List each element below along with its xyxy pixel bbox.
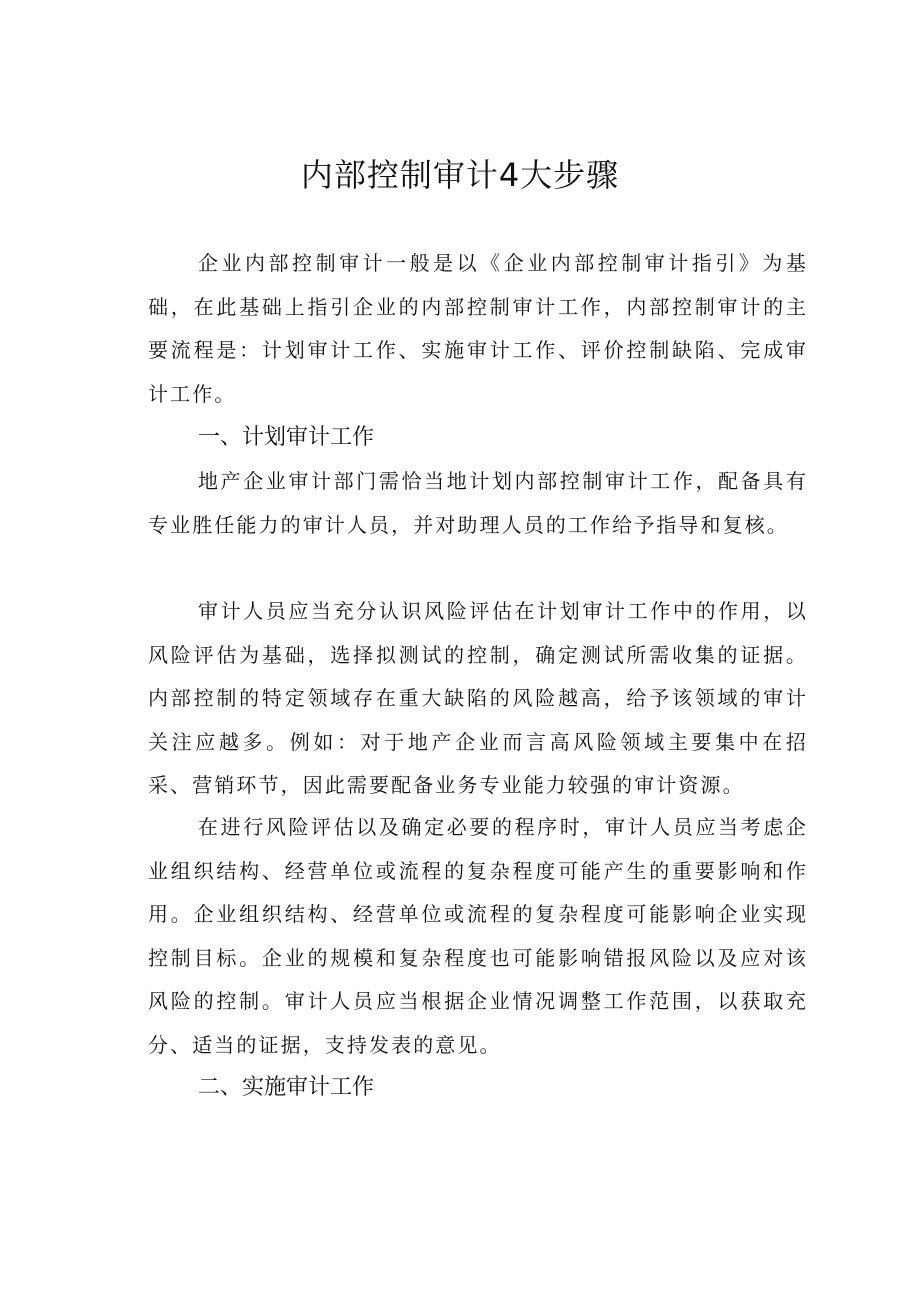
section1-paragraph-3: 在进行风险评估以及确定必要的程序时，审计人员应当考虑企业组织结构、经营单位或流程的复杂程度可能产生的重要影响和作用。企业组织结构、经营单位或流程的复杂程度可能影响企业实现控制目标。企业的规模和复杂程度也可能影响错报风险以及应对该风险的控制。审计人员应当根据企业情况调整工作范围，以获取充分、适当的证据，支持发表的意见。	[148, 815, 808, 1057]
section-heading-plan: 一、计划审计工作	[198, 425, 375, 450]
section-heading-implement: 二、实施审计工作	[198, 1075, 375, 1100]
section1-paragraph-1: 地产企业审计部门需恰当地计划内部控制审计工作，配备具有专业胜任能力的审计人员，并对助理人员的工作给予指导和复核。	[148, 469, 808, 537]
document-title: 内部控制审计4大步骤	[300, 156, 620, 194]
intro-paragraph: 企业内部控制审计一般是以《企业内部控制审计指引》为基础，在此基础上指引企业的内部控制审计工作，内部控制审计的主要流程是：计划审计工作、实施审计工作、评价控制缺陷、完成审计工作。	[148, 251, 808, 406]
section1-paragraph-2: 审计人员应当充分认识风险评估在计划审计工作中的作用，以风险评估为基础，选择拟测试的控制，确定测试所需收集的证据。内部控制的特定领域存在重大缺陷的风险越高，给予该领域的审计关注应越多。例如：对于地产企业而言高风险领域主要集中在招采、营销环节，因此需要配备业务专业能力较强的审计资源。	[148, 599, 808, 797]
